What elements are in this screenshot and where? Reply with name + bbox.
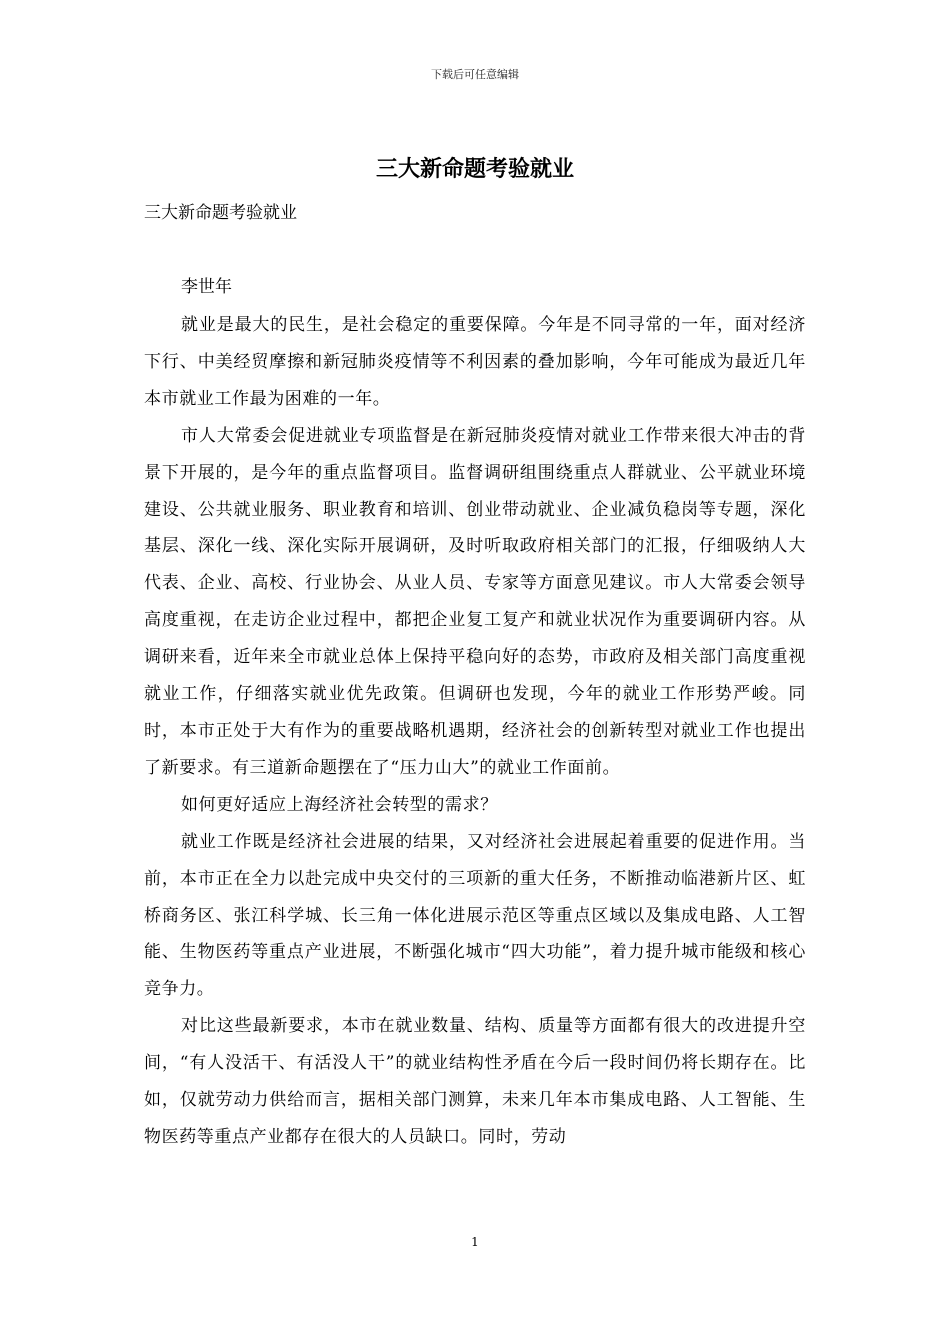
paragraph: 就业工作既是经济社会进展的结果，又对经济社会进展起着重要的促进作用。当前，本市正在全力以赴完成中央交付的三项新的重大任务，不断推动临港新片区、虹桥商务区、张江科学城、长三角一体化进展示范区等重点区域以及集成电路、人工智能、生物医药等重点产业进展，不断强化城市“四大功能”，着力提升城市能级和核心竞争力。: [144, 831, 806, 1000]
paragraph: 对比这些最新要求，本市在就业数量、结构、质量等方面都有很大的改进提升空间，“有人没活干、有活没人干”的就业结构性矛盾在今后一段时间仍将长期存在。比如，仅就劳动力供给而言，据相关部门测算，未来几年本市集成电路、人工智能、生物医药等重点产业都存在很大的人员缺口。同时，劳动: [144, 1016, 806, 1147]
author-name: 李世年: [181, 277, 232, 297]
header-note: 下载后可任意编辑: [431, 68, 519, 81]
section-question: 如何更好适应上海经济社会转型的需求？: [181, 794, 498, 815]
document-title: 三大新命题考验就业: [375, 157, 574, 182]
paragraph: 就业是最大的民生，是社会稳定的重要保障。今年是不同寻常的一年，面对经济下行、中美经贸摩擦和新冠肺炎疫情等不利因素的叠加影响，今年可能成为最近几年本市就业工作最为困难的一年。: [144, 315, 806, 409]
page-number: 1: [471, 1235, 479, 1249]
article-body: [144, 307, 806, 1156]
document-subtitle: 三大新命题考验就业: [144, 203, 297, 223]
paragraph: 市人大常委会促进就业专项监督是在新冠肺炎疫情对就业工作带来很大冲击的背景下开展的，是今年的重点监督项目。监督调研组围绕重点人群就业、公平就业环境建设、公共就业服务、职业教育和培训、创业带动就业、企业减负稳岗等专题，深化基层、深化一线、深化实际开展调研，及时听取政府相关部门的汇报，仔细吸纳人大代表、企业、高校、行业协会、从业人员、专家等方面意见建议。市人大常委会领导高度重视，在走访企业过程中，都把企业复工复产和就业状况作为重要调研内容。从调研来看，近年来全市就业总体上保持平稳向好的态势，市政府及相关部门高度重视就业工作，仔细落实就业优先政策。但调研也发现，今年的就业工作形势严峻。同时，本市正处于大有作为的重要战略机遇期，经济社会的创新转型对就业工作也提出了新要求。有三道新命题摆在了“压力山大”的就业工作面前。: [144, 425, 806, 778]
